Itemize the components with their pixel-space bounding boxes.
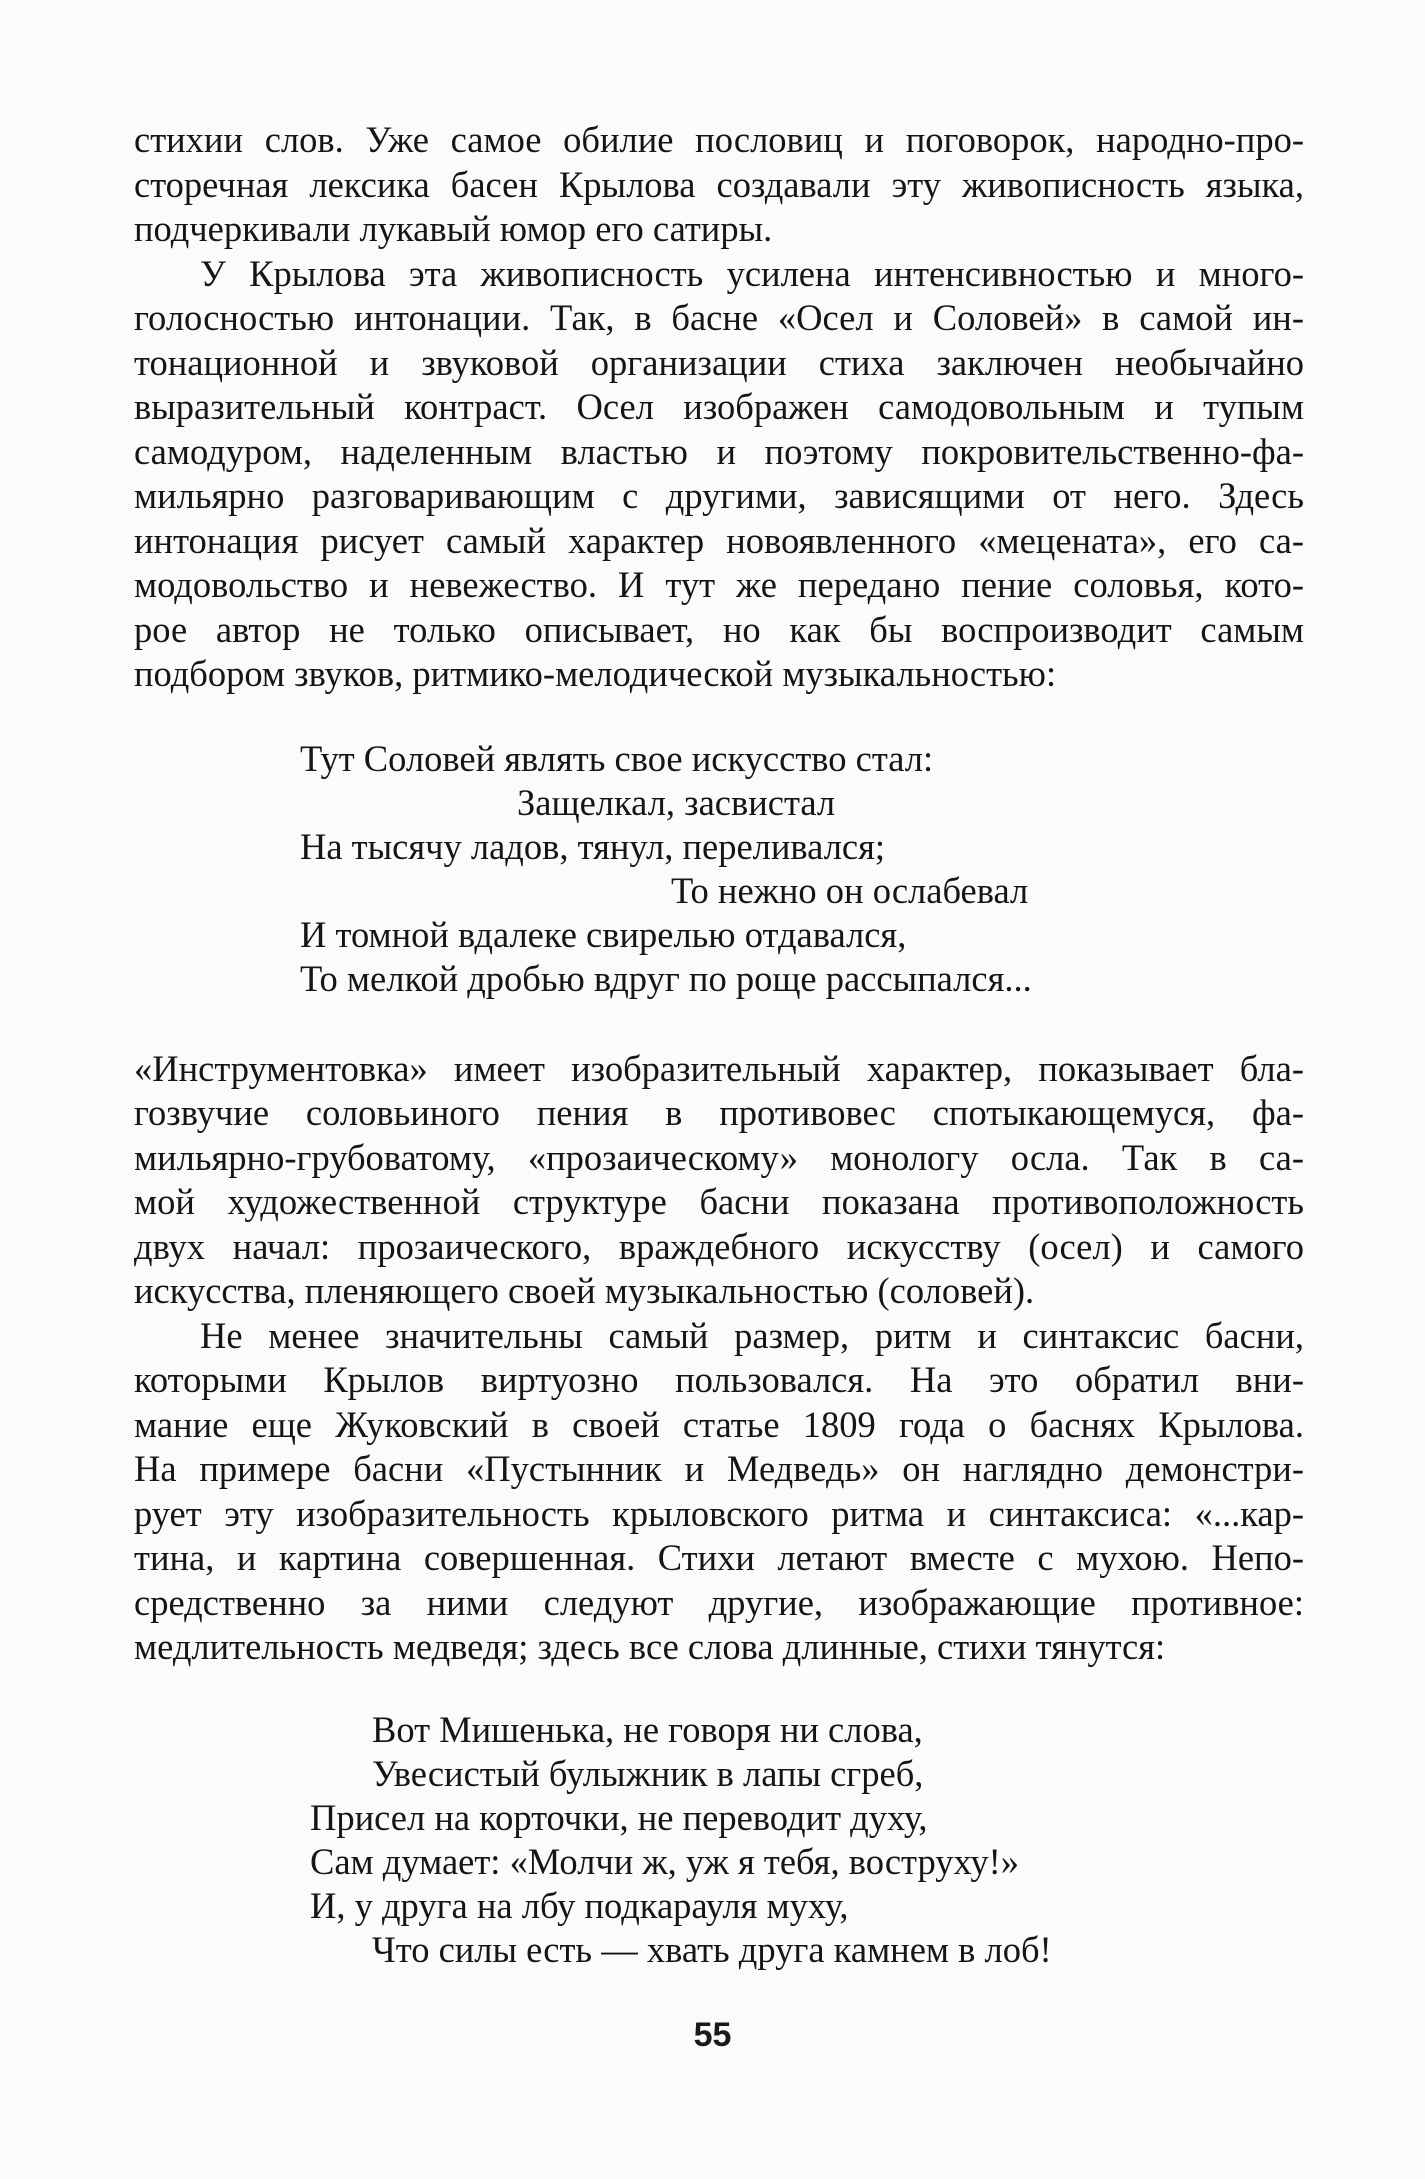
text-line: мильярно разговаривающим с другими, зависящими от него. Здесь — [134, 475, 1304, 516]
page-number: 55 — [693, 2016, 732, 2054]
text-line: На примере басни «Пустынник и Медведь» он наглядно демонстри- — [134, 1448, 1304, 1489]
text-line: подчеркивали лукавый юмор его сатиры. — [134, 208, 773, 249]
text-line: мание еще Жуковский в своей статье 1809 года о баснях Крылова. — [134, 1403, 1304, 1445]
text-line: искусства, пленяющего своей музыкальностью (соловей). — [134, 1270, 1035, 1311]
paragraph — [134, 118, 1304, 252]
verse-quote-nightingale — [134, 737, 1304, 1001]
book-page — [134, 118, 1304, 1972]
verse-line: Увесистый булыжник в лапы сгреб, — [372, 1752, 924, 1794]
paragraph — [134, 1314, 1304, 1670]
text-line: интонация рисует самый характер новоявленного «мецената», его са- — [134, 519, 1304, 561]
text-line: рое автор не только описывает, но как бы воспроизводит самым — [134, 608, 1304, 650]
text-line: гозвучие соловьиного пения в противовес спотыкающемуся, фа- — [134, 1092, 1304, 1133]
verse-line: То нежно он ослабевал — [671, 869, 1029, 911]
text-line: медлительность медведя; здесь все слова длинные, стихи тянутся: — [134, 1626, 1166, 1667]
verse-quote-bear — [134, 1708, 1304, 1972]
text-line: Не менее значительны самый размер, ритм и синтаксис басни, — [200, 1314, 1304, 1356]
text-line: модовольство и невежество. И тут же передано пение соловья, кото- — [134, 564, 1304, 605]
verse-line: Присел на корточки, не переводит духу, — [310, 1796, 928, 1838]
verse-line: Сам думает: «Молчи ж, уж я тебя, воструху!» — [310, 1840, 1019, 1882]
text-line: подбором звуков, ритмико-мелодической музыкальностью: — [134, 653, 1057, 694]
text-line: У Крылова эта живописность усилена интенсивностью и много- — [200, 252, 1304, 294]
text-line: тонационной и звуковой организации стиха заключен необычайно — [134, 341, 1304, 383]
verse-line: Защелкал, засвистал — [517, 781, 836, 823]
verse-line: И томной вдалеке свирелью отдавался, — [300, 913, 907, 955]
paragraph — [134, 252, 1304, 697]
text-line: выразительный контраст. Осел изображен самодовольным и тупым — [134, 386, 1304, 427]
text-line: тина, и картина совершенная. Стихи летают вместе с мухою. Непо- — [134, 1537, 1304, 1578]
prose-block-1 — [134, 118, 1304, 697]
prose-block-2 — [134, 1047, 1304, 1670]
verse-line: Тут Соловей являть свое искусство стал: — [300, 737, 934, 779]
text-line: стихии слов. Уже самое обилие пословиц и поговорок, народно-про- — [134, 119, 1304, 160]
text-line: средственно за ними следуют другие, изображающие противное: — [134, 1581, 1304, 1623]
text-line: мой художественной структуре басни показана противоположность — [134, 1181, 1304, 1222]
text-line: голосностью интонации. Так, в басне «Осел и Соловей» в самой ин- — [134, 297, 1304, 338]
verse-line: Что силы есть — хвать друга камнем в лоб! — [372, 1928, 1052, 1970]
verse-line: То мелкой дробью вдруг по роще рассыпался... — [300, 957, 1032, 999]
text-line: «Инструментовка» имеет изобразительный характер, показывает бла- — [134, 1047, 1304, 1089]
text-line: самодуром, наделенным властью и поэтому покровительственно-фа- — [134, 430, 1304, 472]
verse-line: Вот Мишенька, не говоря ни слова, — [372, 1708, 923, 1750]
verse-line: И, у друга на лбу подкарауля муху, — [310, 1884, 849, 1926]
paragraph — [134, 1047, 1304, 1314]
text-line: рует эту изобразительность крыловского ритма и синтаксиса: «...кар- — [134, 1492, 1304, 1534]
verse-line: На тысячу ладов, тянул, переливался; — [300, 825, 886, 867]
text-line: мильярно-грубоватому, «прозаическому» монологу осла. Так в са- — [134, 1136, 1304, 1178]
text-line: сторечная лексика басен Крылова создавали эту живописность языка, — [134, 163, 1304, 205]
text-line: двух начал: прозаического, враждебного искусству (осел) и самого — [134, 1225, 1304, 1267]
text-line: которыми Крылов виртуозно пользовался. На это обратил вни- — [134, 1359, 1304, 1400]
